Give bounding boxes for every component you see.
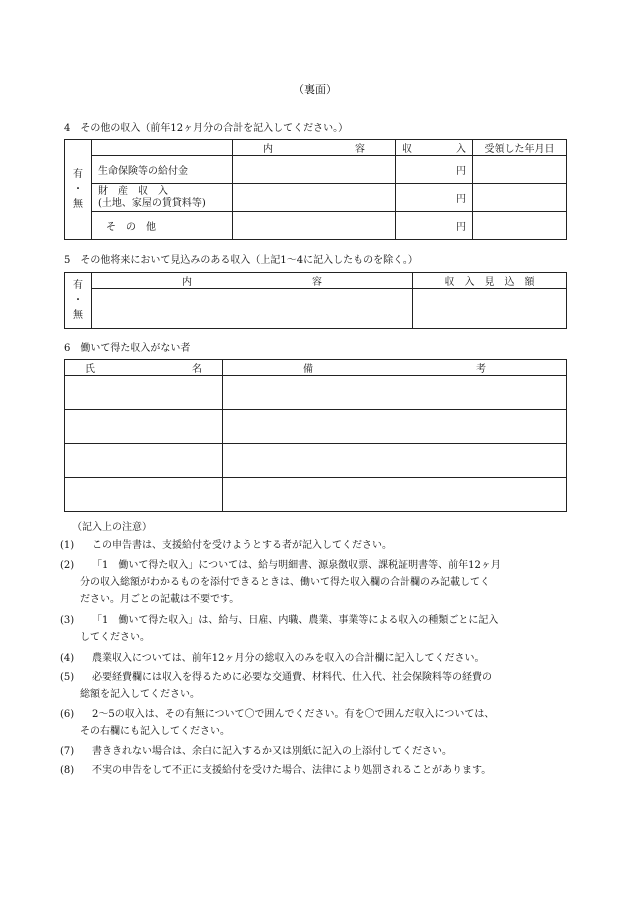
section5-header-expected: 収 入 見 込 額 bbox=[413, 273, 567, 289]
note-item bbox=[60, 538, 580, 554]
name-cell[interactable] bbox=[65, 376, 223, 410]
section4-header-income: 収 入 bbox=[396, 140, 473, 156]
remarks-cell[interactable] bbox=[223, 444, 567, 478]
note-item bbox=[60, 763, 580, 779]
name-cell[interactable] bbox=[65, 444, 223, 478]
notes-title: （記入上の注意） bbox=[72, 522, 152, 533]
note-number: (3) bbox=[60, 615, 75, 626]
income-cell[interactable]: 円 bbox=[396, 212, 473, 240]
note-number: (2) bbox=[60, 560, 75, 571]
note-number: (8) bbox=[60, 765, 75, 776]
note-line: 「1 働いて得た収入」は、給与、日雇、内職、農業、事業等による収入の種類ごとに記入 bbox=[92, 615, 499, 626]
section6-header-name: 氏 名 bbox=[65, 360, 223, 376]
income-cell[interactable]: 円 bbox=[396, 184, 473, 212]
table-row bbox=[65, 156, 567, 184]
content-cell[interactable] bbox=[92, 289, 413, 329]
section4-table bbox=[64, 139, 567, 240]
note-item bbox=[60, 558, 580, 608]
remarks-cell[interactable] bbox=[223, 376, 567, 410]
note-item bbox=[60, 670, 580, 704]
note-number: (6) bbox=[60, 709, 75, 720]
note-item bbox=[60, 613, 580, 647]
section4-header-date: 受領した年月日 bbox=[473, 140, 567, 156]
note-line: 不実の申告をして不正に支援給付を受けた場合、法律により処罰されることがあります。 bbox=[92, 765, 492, 776]
note-item bbox=[60, 651, 580, 667]
note-line: してください。 bbox=[80, 632, 150, 643]
content-cell[interactable] bbox=[233, 156, 396, 184]
note-line: この申告書は、支援給付を受けようとする者が記入してください。 bbox=[92, 540, 392, 551]
section4-side-label: 有 ・ 無 bbox=[65, 140, 92, 240]
name-cell[interactable] bbox=[65, 410, 223, 444]
note-line: ださい。月ごとの記載は不要です。 bbox=[80, 594, 240, 605]
date-cell[interactable] bbox=[473, 156, 567, 184]
row-label: 生命保険等の給付金 bbox=[92, 156, 233, 184]
income-cell[interactable]: 円 bbox=[396, 156, 473, 184]
note-number: (4) bbox=[60, 653, 75, 664]
section6-table bbox=[64, 359, 567, 512]
section5-header-content: 内 容 bbox=[92, 273, 413, 289]
note-line: その右欄にも記入してください。 bbox=[80, 726, 230, 737]
table-row bbox=[65, 410, 567, 444]
expected-cell[interactable] bbox=[413, 289, 567, 329]
section4-header-content: 内 容 bbox=[233, 140, 396, 156]
name-cell[interactable] bbox=[65, 478, 223, 512]
note-number: (5) bbox=[60, 672, 75, 683]
table-row bbox=[65, 289, 567, 329]
note-line: 2～5の収入は、その有無について〇で囲んでください。有を〇で囲んだ収入については、 bbox=[92, 709, 495, 720]
remarks-cell[interactable] bbox=[223, 478, 567, 512]
row-label: そ の 他 bbox=[92, 212, 233, 240]
note-line: 必要経費欄には収入を得るために必要な交通費、材料代、仕入代、社会保険料等の経費の bbox=[92, 672, 492, 683]
note-item bbox=[60, 744, 580, 760]
page-title: （裏面） bbox=[293, 83, 337, 96]
content-cell[interactable] bbox=[233, 184, 396, 212]
section6-header-remarks: 備 考 bbox=[223, 360, 567, 376]
table-row bbox=[65, 376, 567, 410]
section4-header-blank bbox=[92, 140, 233, 156]
table-row bbox=[65, 184, 567, 212]
remarks-cell[interactable] bbox=[223, 410, 567, 444]
table-row bbox=[65, 478, 567, 512]
section5-side-label: 有 ・ 無 bbox=[65, 273, 92, 329]
note-line: 書ききれない場合は、余白に記入するか又は別紙に記入の上添付してください。 bbox=[92, 746, 452, 757]
date-cell[interactable] bbox=[473, 212, 567, 240]
note-number: (1) bbox=[60, 540, 75, 551]
row-label: 財 産 収 入 (土地、家屋の賃貸料等) bbox=[92, 184, 233, 212]
note-line: 分の収入総額がわかるものを添付できるときは、働いて得た収入欄の合計欄のみ記載してく bbox=[80, 577, 490, 588]
note-line: 総額を記入してください。 bbox=[80, 689, 200, 700]
note-number: (7) bbox=[60, 746, 75, 757]
date-cell[interactable] bbox=[473, 184, 567, 212]
section6-heading: 6 働いて得た収入がない者 bbox=[64, 343, 191, 354]
section5-heading: 5 その他将来において見込みのある収入（上記1～4に記入したものを除く。） bbox=[64, 255, 418, 266]
table-row bbox=[65, 444, 567, 478]
note-line: 「1 働いて得た収入」については、給与明細書、源泉徴収票、課税証明書等、前年12ヶ月 bbox=[92, 560, 501, 571]
section5-table bbox=[64, 272, 567, 329]
note-line: 農業収入については、前年12ヶ月分の総収入のみを収入の合計欄に記入してください。 bbox=[92, 653, 485, 664]
note-item bbox=[60, 707, 580, 741]
table-row bbox=[65, 212, 567, 240]
section4-heading: 4 その他の収入（前年12ヶ月分の合計を記入してください。） bbox=[64, 123, 349, 134]
content-cell[interactable] bbox=[233, 212, 396, 240]
